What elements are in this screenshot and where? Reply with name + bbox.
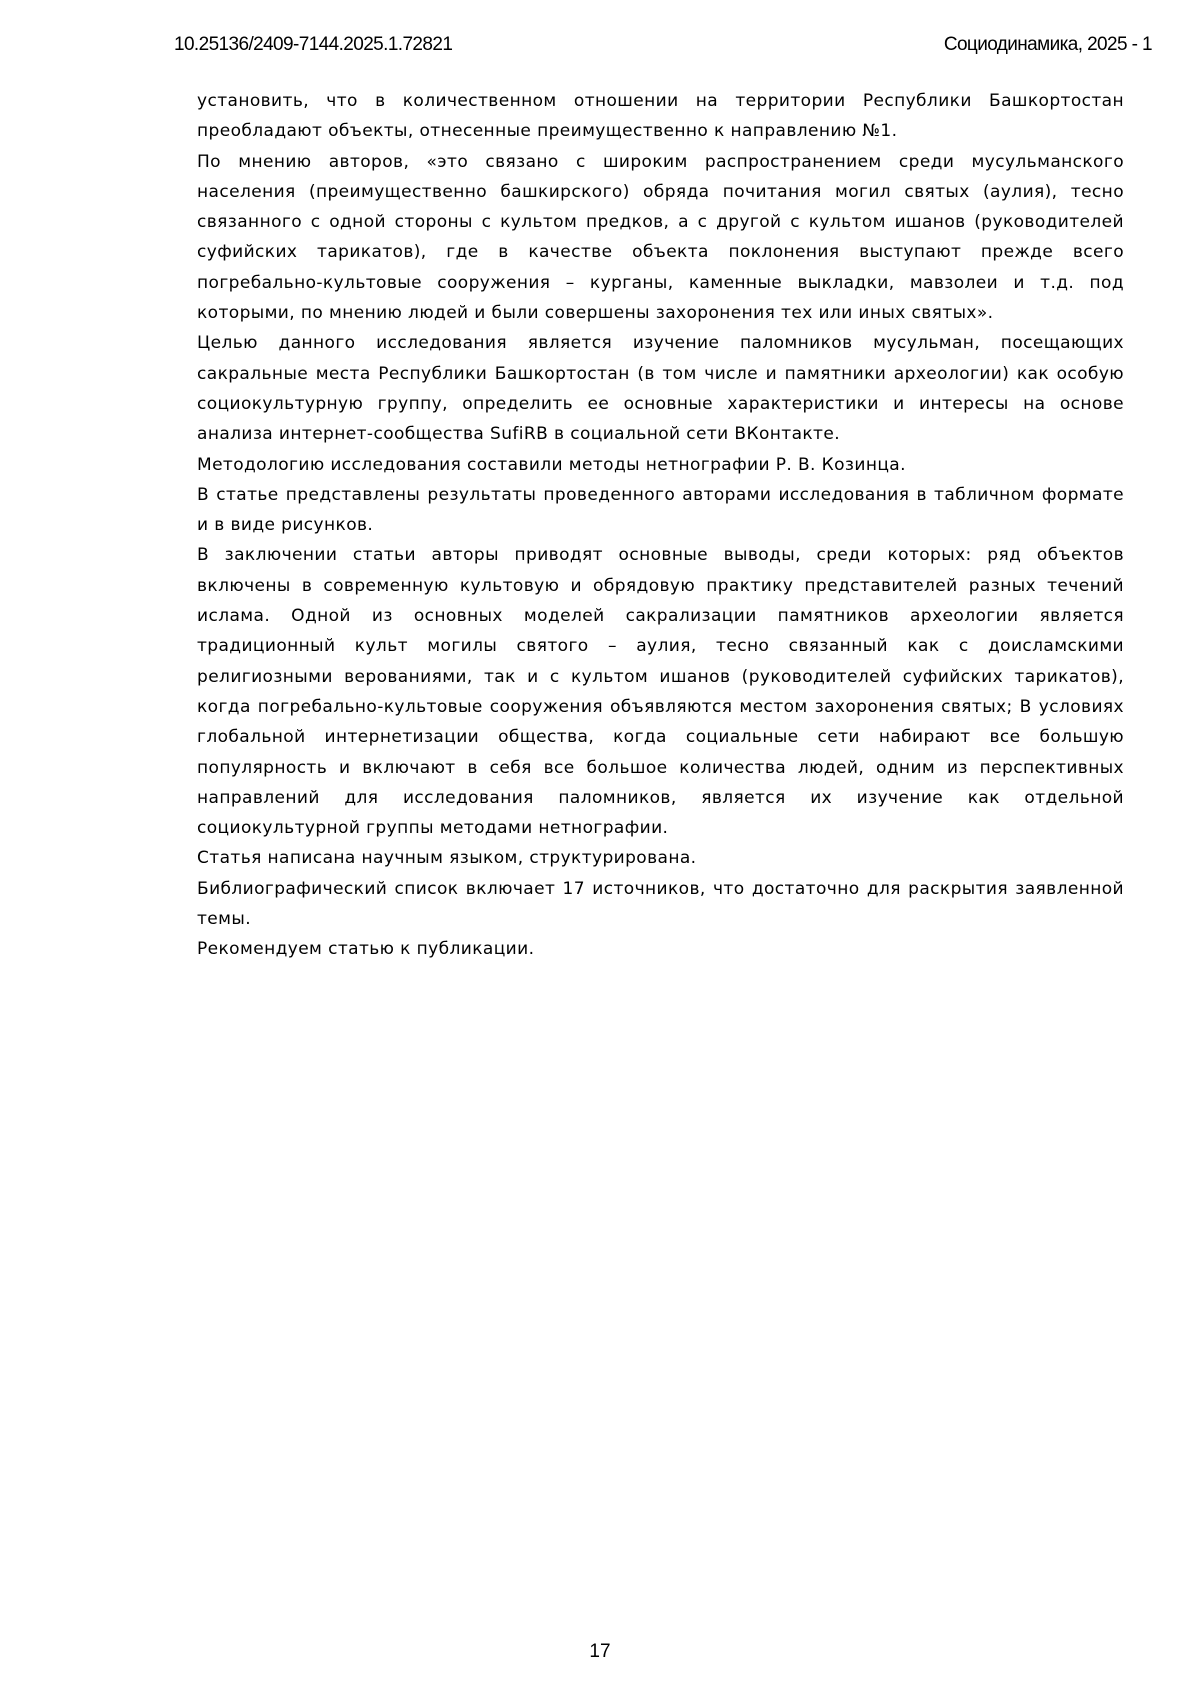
page-number: 17 <box>0 1641 1200 1663</box>
paragraph: Статья написана научным языком, структурирована. <box>197 843 1124 873</box>
page-header <box>174 34 1152 62</box>
paragraph: Целью данного исследования является изучение паломников мусульман, посещающих сакральные места Республики Башкортостан (в том числе и памятники археологии) как особую социокультурную группу, определить ее основные характеристики и интересы на основе анализа интернет-сообщества SufiRB в социальной сети ВКонтакте. <box>197 328 1124 449</box>
paragraph: установить, что в количественном отношении на территории Республики Башкортостан преобладают объекты, отнесенные преимущественно к направлению №1. <box>197 86 1124 147</box>
article-body <box>197 86 1124 965</box>
paragraph: Рекомендуем статью к публикации. <box>197 934 1124 964</box>
paragraph: Библиографический список включает 17 источников, что достаточно для раскрытия заявленной темы. <box>197 874 1124 935</box>
paragraph: Методологию исследования составили методы нетнографии Р. В. Козинца. <box>197 450 1124 480</box>
doi-label: 10.25136/2409-7144.2025.1.72821 <box>174 34 452 56</box>
paragraph: По мнению авторов, «это связано с широким распространением среди мусульманского населения (преимущественно башкирского) обряда почитания могил святых (аулия), тесно связанного с одной стороны с культом предков, а с другой с культом ишанов (руководителей суфийских тарикатов), где в качестве объекта поклонения выступают прежде всего погребально-культовые сооружения – курганы, каменные выкладки, мавзолеи и т.д. под которыми, по мнению людей и были совершены захоронения тех или иных святых». <box>197 147 1124 329</box>
paragraph: В заключении статьи авторы приводят основные выводы, среди которых: ряд объектов включены в современную культовую и обрядовую практику представителей разных течений ислама. Одной из основных моделей сакрализации памятников археологии является традиционный культ могилы святого – аулия, тесно связанный как с доисламскими религиозными верованиями, так и с культом ишанов (руководителей суфийских тарикатов), когда погребально-культовые сооружения объявляются местом захоронения святых; В условиях глобальной интернетизации общества, когда социальные сети набирают все большую популярность и включают в себя все большое количества людей, одним из перспективных направлений для исследования паломников, является их изучение как отдельной социокультурной группы методами нетнографии. <box>197 540 1124 843</box>
journal-label: Социодинамика, 2025 - 1 <box>944 34 1152 56</box>
paragraph: В статье представлены результаты проведенного авторами исследования в табличном формате и в виде рисунков. <box>197 480 1124 541</box>
